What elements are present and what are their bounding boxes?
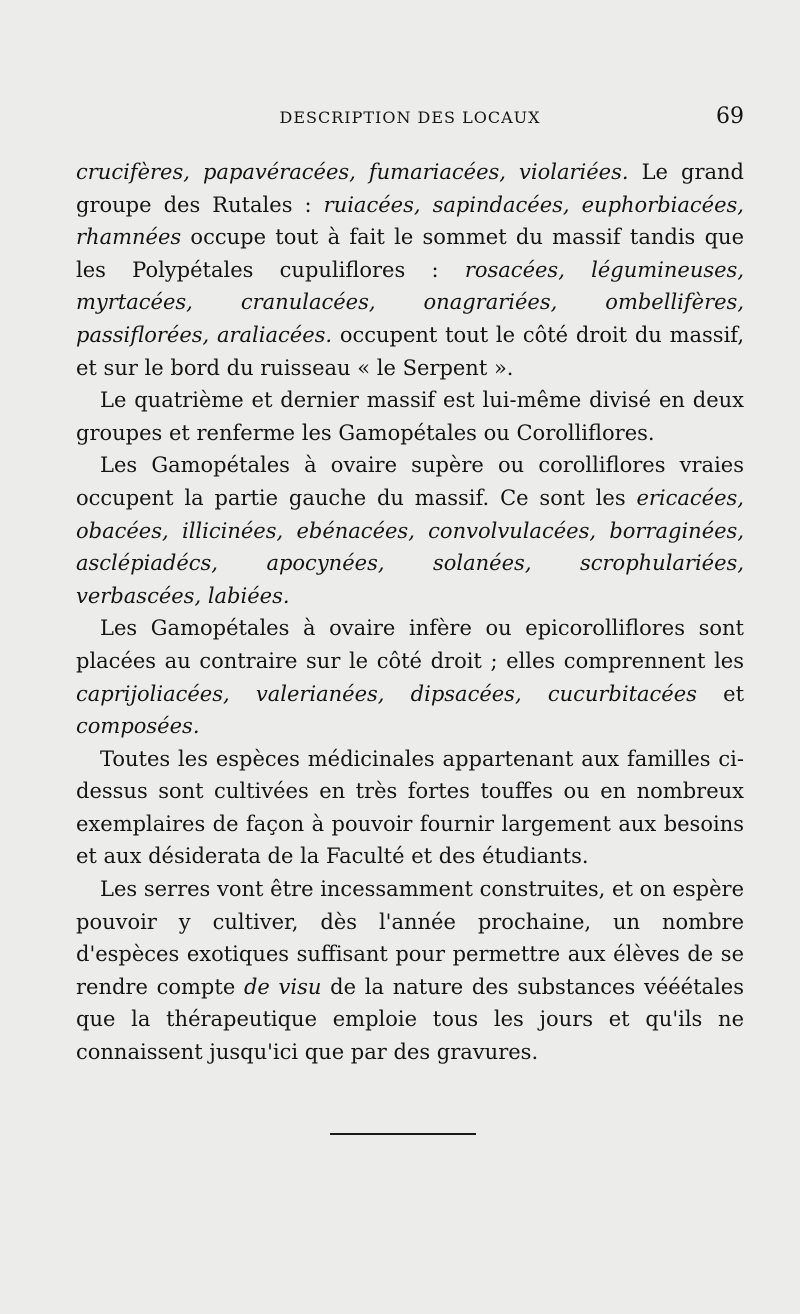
text-span: Les serres vont être incessamment construites, et on espère pouvoir y cultiver, dès l'année prochaine, un nombre d'espèces exotiques suffisant pour permettre aux élèves de se rendre compte	[76, 877, 744, 999]
italic-span: ruiacées, sapindacées, euphorbiacées, rhamnées	[76, 192, 744, 250]
running-title: DESCRIPTION DES LOCAUX	[279, 108, 541, 127]
body-text	[76, 156, 744, 1069]
italic-span: crucifères, papavéracées, fumariacées, violariées.	[76, 160, 629, 184]
text-span: de la nature des substances vééétales que la thérapeutique emploie tous les jours et qu'ils ne connaissent jusqu'ici que par des gravures.	[76, 974, 744, 1065]
italic-span: rosacées, légumineuses, myrtacées, cranulacées, onagrariées, ombellifères, passiflorées, araliacées.	[76, 257, 744, 347]
text-span: et	[696, 681, 745, 706]
paragraph-5: Toutes les espèces médicinales appartenant aux familles ci-dessus sont cultivées en très fortes touffes ou en nombreux exemplaires de façon à pouvoir fournir largement aux besoins et aux désiderata de la Faculté et des étudiants.	[76, 746, 744, 869]
text-span: Les Gamopétales à ovaire infère ou epicorolliflores sont placées au contraire sur le côté droit ; elles comprennent les	[76, 616, 744, 673]
italic-span: de visu	[243, 974, 322, 999]
paragraph-3	[76, 449, 744, 612]
page-number: 69	[716, 104, 744, 129]
paragraph-4	[76, 612, 744, 742]
italic-span: composées.	[76, 714, 200, 739]
italic-span: caprijoliacées, valerianées, dipsacées, cucurbitacées	[76, 681, 697, 706]
text-span: occupe tout à fait le sommet du massif tandis que les Polypétales cupuliflores :	[76, 225, 744, 282]
end-rule	[330, 1133, 476, 1135]
paragraph-2: Le quatrième et dernier massif est lui-même divisé en deux groupes et renferme les Gamopétales ou Corolliflores.	[76, 388, 744, 445]
text-span: Les Gamopétales à ovaire supère ou corolliflores vraies occupent la partie gauche du massif. Ce sont les	[76, 453, 744, 510]
paragraph-1	[76, 156, 744, 384]
page-header	[76, 104, 744, 134]
paragraph-6	[76, 873, 744, 1069]
text-span: Le grand groupe des Rutales :	[76, 160, 745, 217]
text-span: occupent tout le côté droit du massif, et sur le bord du ruisseau « le Serpent ».	[76, 322, 744, 380]
italic-span: ericacées, obacées, illicinées, ebénacées, convolvulacées, borraginées, asclépiadécs, apocynées, solanées, scrophulariées, verbascées, labiées.	[76, 485, 744, 608]
